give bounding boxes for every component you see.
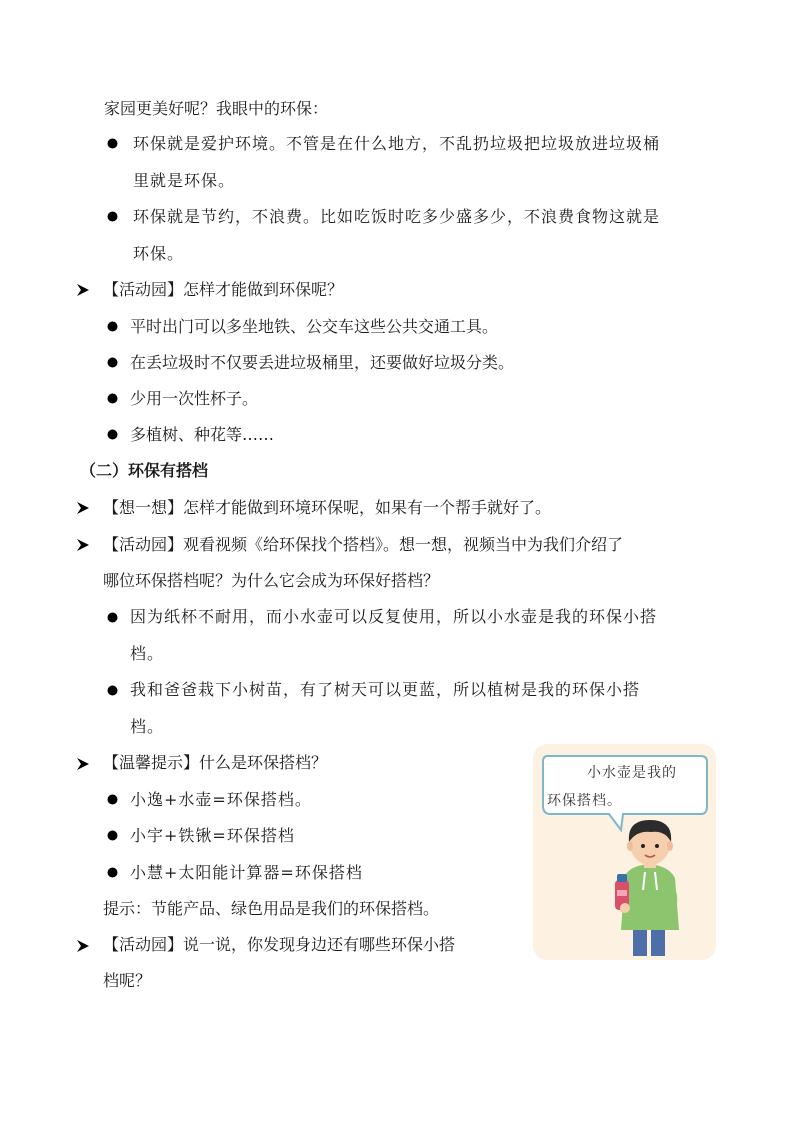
- bubble-text-line1: 小水壶是我的: [587, 765, 677, 781]
- bullet-icon: [107, 685, 118, 696]
- section-activity: 【活动园】怎样才能做到环保呢？: [103, 280, 344, 299]
- bullet-text: 环保就是节约，不浪费。比如吃饭时吃多少盛多少，不浪费食物这就是: [133, 207, 661, 226]
- section-heading: （二）环保有搭档: [80, 461, 209, 480]
- arrow-bullet-icon: [76, 283, 90, 297]
- section-think: 【想一想】怎样才能做到环境环保呢，如果有一个帮手就好了。: [103, 498, 552, 517]
- bullet-text: 我和爸爸栽下小树苗，有了树天可以更蓝，所以植树是我的环保小搭: [130, 680, 641, 699]
- section-activity: 【活动园】观看视频《给环保找个搭档》。想一想，视频当中为我们介绍了: [103, 535, 624, 554]
- bullet-icon: [107, 321, 118, 332]
- bullet-text-cont: 档。: [130, 717, 165, 736]
- bullet-icon: [107, 357, 118, 368]
- bullet-icon: [107, 393, 118, 404]
- arrow-bullet-icon: [76, 757, 90, 771]
- section-tip: 【温馨提示】什么是环保搭档？: [103, 753, 328, 772]
- bullet-text: 少用一次性杯子。: [130, 389, 259, 408]
- arrow-bullet-icon: [76, 501, 90, 515]
- arrow-bullet-icon: [76, 939, 90, 953]
- tip-note: 提示：节能产品、绿色用品是我们的环保搭档。: [103, 899, 440, 918]
- intro-line: 家园更美好呢？我眼中的环保：: [104, 99, 329, 118]
- bullet-icon: [107, 138, 118, 149]
- bullet-icon: [107, 867, 118, 878]
- bullet-text: 小逸+水壶=环保搭档。: [130, 790, 312, 809]
- bullet-text-cont: 档。: [130, 644, 165, 663]
- bullet-icon: [107, 794, 118, 805]
- bullet-text: 环保就是爱护环境。不管是在什么地方，不乱扔垃圾把垃圾放进垃圾桶: [133, 134, 661, 153]
- bullet-icon: [107, 830, 118, 841]
- bullet-text: 多植树、种花等……: [130, 425, 275, 444]
- illustration-panel: [533, 744, 716, 960]
- boy-with-water-bottle-icon: [533, 744, 716, 960]
- section-activity: 【活动园】说一说，你发现身边还有哪些环保小搭: [103, 935, 456, 954]
- bullet-text: 平时出门可以多坐地铁、公交车这些公共交通工具。: [130, 317, 499, 336]
- bullet-icon: [107, 429, 118, 440]
- bullet-text: 小宇+铁锹=环保搭档: [130, 826, 295, 845]
- section-activity-cont: 哪位环保搭档呢？为什么它会成为环保好搭档？: [103, 571, 440, 590]
- bullet-text-cont: 里就是环保。: [133, 171, 236, 190]
- bullet-text: 因为纸杯不耐用，而小水壶可以反复使用，所以小水壶是我的环保小搭: [130, 607, 658, 626]
- bullet-text: 在丢垃圾时不仅要丢进垃圾桶里，还要做好垃圾分类。: [130, 353, 515, 372]
- bullet-icon: [107, 612, 118, 623]
- arrow-bullet-icon: [76, 538, 90, 552]
- bullet-text-cont: 环保。: [133, 244, 185, 263]
- bullet-icon: [107, 211, 118, 222]
- section-activity-cont: 档呢？: [103, 971, 152, 990]
- bubble-text-line2: 环保搭档。: [547, 793, 622, 809]
- bullet-text: 小慧+太阳能计算器=环保搭档: [130, 863, 363, 882]
